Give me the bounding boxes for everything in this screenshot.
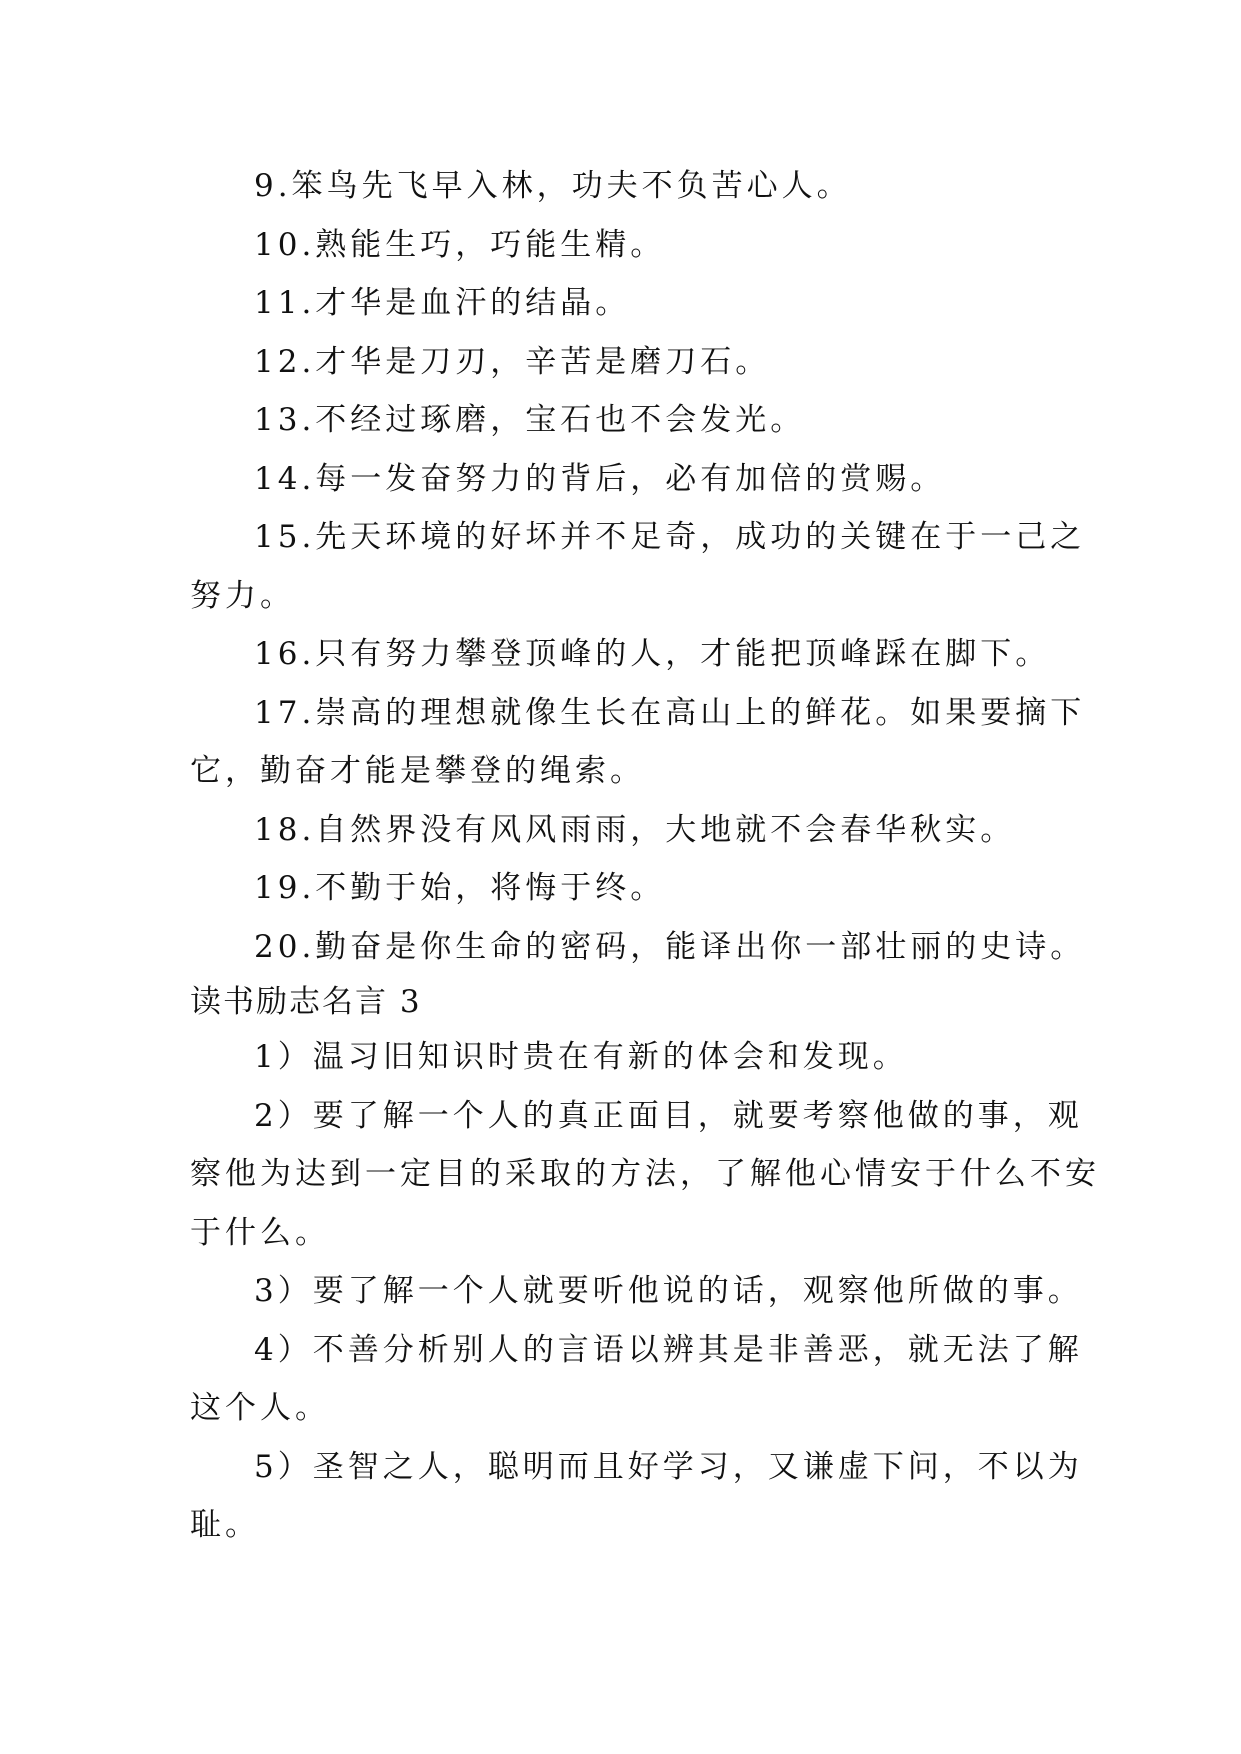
quote-line: 17.崇高的理想就像生长在高山上的鲜花。如果要摘下 bbox=[254, 694, 1086, 731]
quote-line: 13.不经过琢磨，宝石也不会发光。 bbox=[254, 402, 806, 438]
quote-line: 18.自然界没有风风雨雨，大地就不会春华秋实。 bbox=[254, 811, 1016, 848]
quote-line: 11.才华是血汗的结晶。 bbox=[254, 285, 631, 321]
quote-line: 1）温习旧知识时贵在有新的体会和发现。 bbox=[254, 1039, 908, 1075]
quote-line: 10.熟能生巧，巧能生精。 bbox=[254, 226, 666, 263]
quote-line-continuation: 努力。 bbox=[190, 577, 295, 614]
quote-line: 19.不勤于始，将悔于终。 bbox=[254, 870, 666, 906]
quote-line: 3）要了解一个人就要听他说的话，观察他所做的事。 bbox=[254, 1273, 1083, 1309]
quote-line: 15.先天环境的好坏并不足奇，成功的关键在于一己之 bbox=[254, 519, 1086, 555]
section-heading: 读书励志名言 3 bbox=[190, 984, 422, 1020]
quote-line: 9.笨鸟先飞早入林，功夫不负苦心人。 bbox=[254, 168, 852, 204]
quote-line: 4）不善分析别人的言语以辨其是非善恶，就无法了解 bbox=[254, 1331, 1083, 1368]
quote-line-continuation: 它，勤奋才能是攀登的绳索。 bbox=[190, 753, 645, 789]
quote-line-continuation: 于什么。 bbox=[190, 1214, 330, 1251]
document-body bbox=[190, 157, 1100, 1555]
quote-line: 16.只有努力攀登顶峰的人，才能把顶峰踩在脚下。 bbox=[254, 636, 1051, 672]
quote-line: 14.每一发奋努力的背后，必有加倍的赏赐。 bbox=[254, 460, 946, 497]
quote-line-continuation: 耻。 bbox=[190, 1507, 260, 1543]
quote-line: 20.勤奋是你生命的密码，能译出你一部壮丽的史诗。 bbox=[254, 928, 1086, 965]
quote-line-continuation: 这个人。 bbox=[190, 1390, 330, 1426]
quote-line: 12.才华是刀刃，辛苦是磨刀石。 bbox=[254, 343, 771, 380]
quote-line: 5）圣智之人，聪明而且好学习，又谦虚下问，不以为 bbox=[254, 1448, 1083, 1485]
quote-line: 2）要了解一个人的真正面目，就要考察他做的事，观 bbox=[254, 1097, 1083, 1134]
quote-line-continuation: 察他为达到一定目的采取的方法，了解他心情安于什么不安 bbox=[190, 1156, 1100, 1192]
